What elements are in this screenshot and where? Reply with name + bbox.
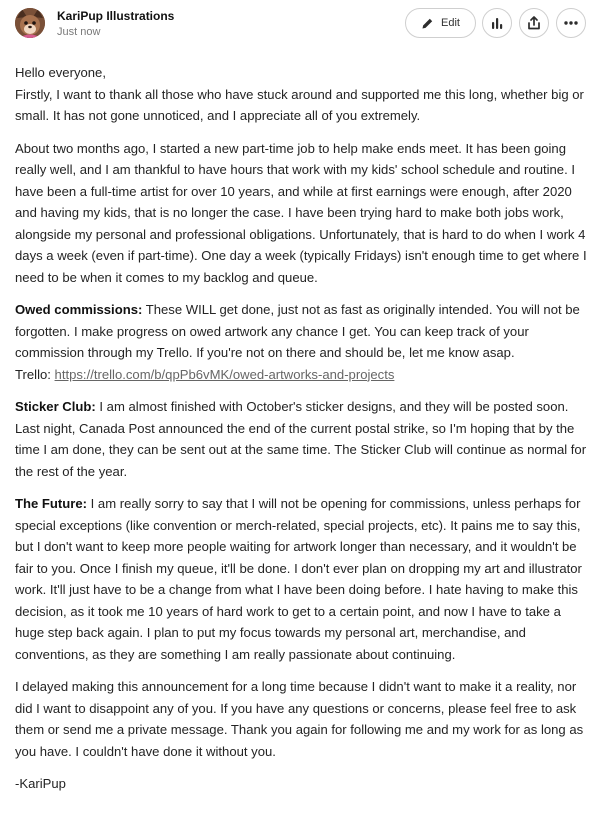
future-text: I am really sorry to say that I will not be opening for commissions, unless perhaps for special exceptions (like convention or merch-related, special projects, etc). It pains me to say this, but I don't want to keep more people waiting for artwork longer than necessary, and it wouldn't be fair to you. Once I finish my queue, it'll be done. I don't ever plan on dropping my art and illustrator work. It'll just have to be a change from what I have been doing before. I hate having to make this decision, as it took me 10 years of hard work to get to a certain point, and now I have to take a huge step back again. I plan to put my focus towards my personal art, merchandise, and conventions, as they are something I am really passionate about continuing. [15, 496, 582, 662]
avatar-illustration [15, 8, 45, 38]
pencil-icon [421, 17, 434, 30]
future-heading: The Future: [15, 496, 88, 511]
bar-chart-icon [490, 16, 504, 30]
trello-link[interactable]: https://trello.com/b/qpPb6vMK/owed-artworks-and-projects [54, 366, 395, 382]
more-options-button[interactable] [556, 8, 586, 38]
edit-button-label: Edit [441, 17, 460, 29]
author-name[interactable]: KariPup Illustrations [57, 9, 175, 23]
future-paragraph [15, 493, 587, 665]
post-header [0, 0, 603, 52]
owed-commissions-heading: Owed commissions: [15, 302, 143, 317]
avatar[interactable] [15, 8, 45, 38]
share-icon [526, 15, 542, 31]
more-horizontal-icon [563, 20, 579, 26]
intro-paragraph [15, 62, 587, 127]
trello-label: Trello: [15, 366, 51, 382]
edit-button[interactable] [405, 8, 476, 38]
sticker-club-text: I am almost finished with October's sticker designs, and they will be posted soon. Last night, Canada Post announced the end of the current postal strike, so I'm hoping that by the time I am done, they can be sent out at the same time. The Sticker Club will continue as normal for the rest of the year. [15, 399, 587, 479]
stats-button[interactable] [482, 8, 512, 38]
owed-commissions-paragraph [15, 299, 587, 385]
sticker-club-paragraph [15, 396, 587, 482]
intro-text: Firstly, I want to thank all those who have stuck around and supported me this long, whether big or small. It has not gone unnoticed, and I appreciate all of you extremely. [15, 86, 584, 123]
job-paragraph: About two months ago, I started a new part-time job to help make ends meet. It has been going really well, and I am thankful to have hours that work with my kids' school schedule and routine. I have been a full-time artist for over 10 years, and while at first earnings were enough, after 2020 and having my kids, that is no longer the case. I have been trying hard to make both jobs work, alongside my personal and professional obligations. Unfortunately, that is hard to do when I work 4 days a week (even if part-time). One day a week (typically Fridays) isn't enough time to get where I need to be when it comes to my backlog and queue. [15, 140, 587, 285]
greeting: Hello everyone, [15, 65, 106, 80]
owed-commissions-text: These WILL get done, just not as fast as originally intended. You will not be forgotten. I make progress on owed artwork any chance I get. You can keep track of your commission through my Trello. If you're not on there and should be, let me know asap. [15, 302, 580, 360]
post-body [15, 62, 587, 806]
sticker-club-heading: Sticker Club: [15, 399, 96, 414]
share-button[interactable] [519, 8, 549, 38]
closing-paragraph: I delayed making this announcement for a long time because I didn't want to make it a reality, nor did I want to disappoint any of you. If you have any questions or concerns, please feel free to ask them or send me a private message. Thank you again for following me and my work for as long as you have. I couldn't have done it without you. [15, 679, 584, 759]
signature: -KariPup [15, 776, 66, 791]
post-timestamp: Just now [57, 26, 101, 38]
